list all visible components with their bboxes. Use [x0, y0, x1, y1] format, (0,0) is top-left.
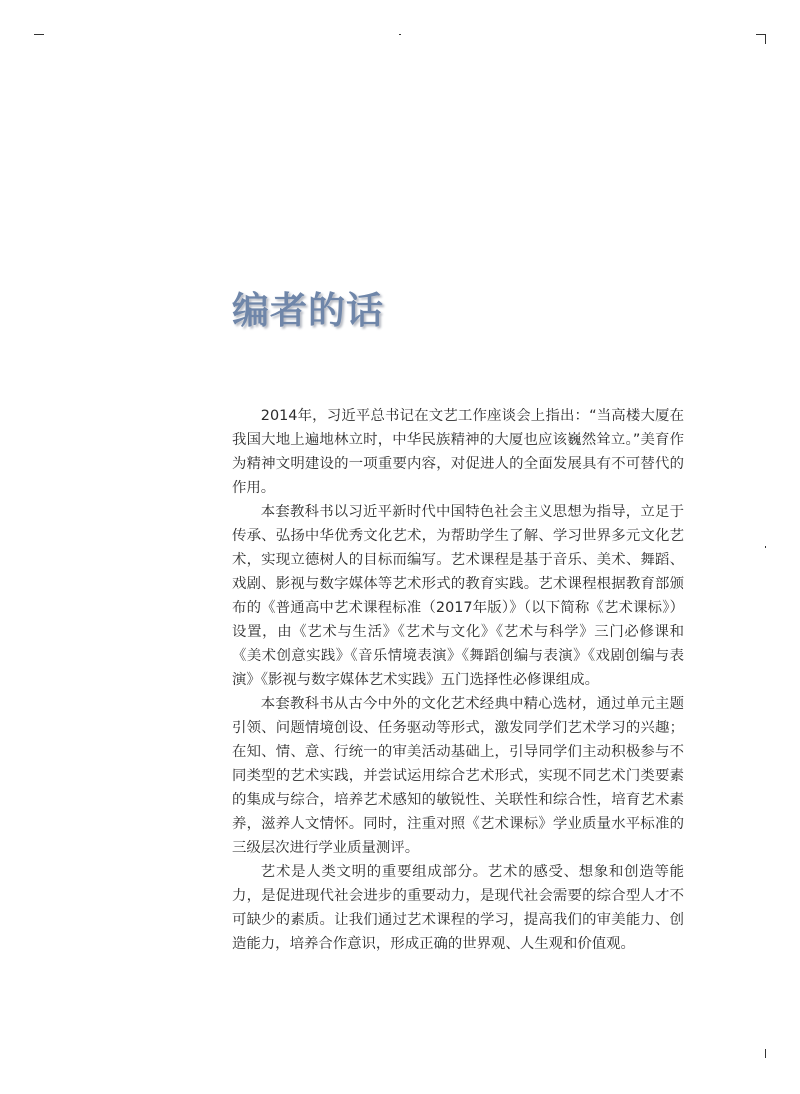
crop-mark-top-left: [34, 34, 44, 35]
paragraph-1: 2014年，习近平总书记在文艺工作座谈会上指出：“当高楼大厦在我国大地上遍地林立时，中华民族精神的大厦也应该巍然耸立。”美育作为精神文明建设的一项重要内容，对促进人的全面发展具有不可替代的作用。: [232, 408, 684, 496]
crop-mark-right-middle: [765, 546, 766, 548]
page-title: 编者的话: [232, 289, 384, 332]
paragraph-3: 本套教科书从古今中外的文化艺术经典中精心选材，通过单元主题引领、问题情境创设、任务驱动等形式，激发同学们艺术学习的兴趣；在知、情、意、行统一的审美活动基础上，引导同学们主动积极参与不同类型的艺术实践，并尝试运用综合艺术形式，实现不同艺术门类要素的集成与综合，培养艺术感知的敏锐性、关联性和综合性，培育艺术素养，滋养人文情怀。同时，注重对照《艺术课标》学业质量水平标准的三级层次进行学业质量测评。: [232, 696, 684, 856]
paragraph-2: 本套教科书以习近平新时代中国特色社会主义思想为指导，立足于传承、弘扬中华优秀文化艺术，为帮助学生了解、学习世界多元文化艺术，实现立德树人的目标而编写。艺术课程是基于音乐、美术、舞蹈、戏剧、影视与数字媒体等艺术形式的教育实践。艺术课程根据教育部颁布的《普通高中艺术课程标准（2017年版）》（以下简称《艺术课标》）设置，由《艺术与生活》《艺术与文化》《艺术与科学》三门必修课和《美术创意实践》《音乐情境表演》《舞蹈创编与表演》《戏剧创编与表演》《影视与数字媒体艺术实践》五门选择性必修课组成。: [232, 504, 684, 688]
body-text: [232, 404, 684, 956]
crop-mark-top-right-vertical: [765, 34, 766, 44]
paragraph-4: 艺术是人类文明的重要组成部分。艺术的感受、想象和创造等能力，是促进现代社会进步的重要动力，是现代社会需要的综合型人才不可缺少的素质。让我们通过艺术课程的学习，提高我们的审美能力、创造能力，培养合作意识，形成正确的世界观、人生观和价值观。: [232, 864, 684, 952]
crop-mark-top-center: [399, 34, 401, 35]
crop-mark-bottom-right: [765, 1049, 766, 1058]
